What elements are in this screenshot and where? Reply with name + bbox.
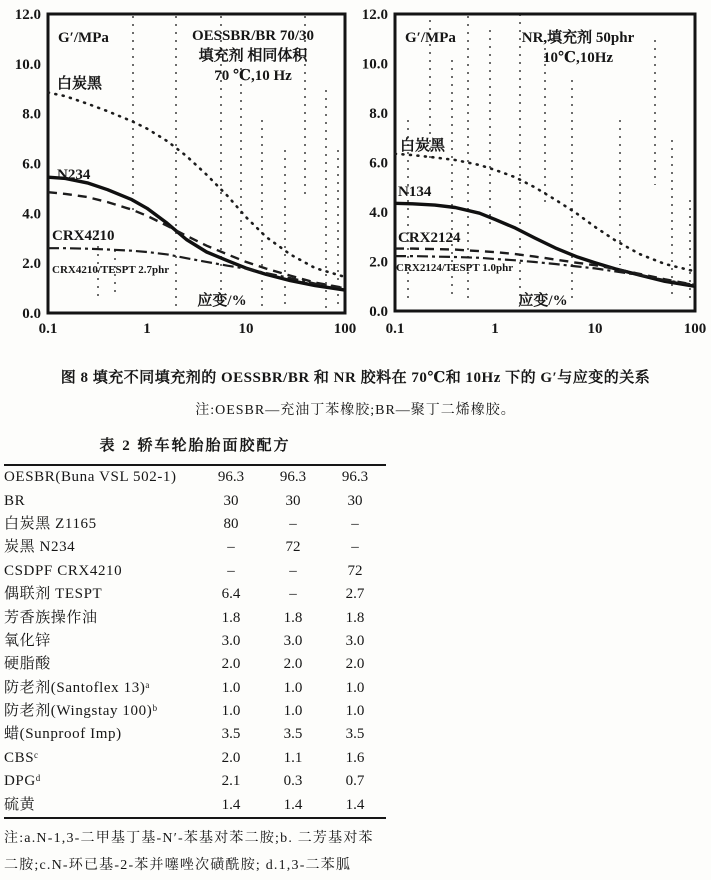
ingredient-name: 芳香族操作油 (4, 609, 98, 626)
formula-table-body (4, 465, 386, 818)
ingredient-name: BR (4, 492, 26, 509)
series-label: CRX2124/TESPT 1.0phr (396, 262, 514, 274)
y-axis-tick-label: 4.0 (369, 205, 388, 221)
ingredient-value: 2.7 (345, 586, 365, 603)
x-axis-tick-label: 1 (491, 321, 499, 337)
ingredient-value: 3.5 (221, 726, 241, 743)
x-axis-tick-label: 100 (683, 321, 707, 337)
series-label: CRX2124 (398, 230, 461, 246)
ingredient-value: 1.8 (345, 609, 365, 626)
y-axis-tick-label: 12.0 (361, 7, 388, 23)
ingredient-value: 2.0 (221, 749, 241, 766)
table-row (4, 465, 386, 489)
x-axis-tick-label: 1 (143, 321, 151, 337)
series-label: 白炭黑 (400, 138, 446, 154)
series-label: CRX4210/TESPT 2.7phr (52, 264, 170, 276)
ingredient-name: CSDPF CRX4210 (4, 562, 123, 579)
table-title: 表 2 轿车轮胎胎面胶配方 (99, 438, 291, 454)
ingredient-value: 3.5 (345, 726, 365, 743)
ingredient-value: 1.4 (345, 796, 365, 813)
figure-caption: 图 8 填充不同填充剂的 OESSBR/BR 和 NR 胶料在 70℃和 10Hz 下的 G′与应变的关系 (60, 370, 651, 386)
ingredient-name: 硬脂酸 (4, 656, 51, 673)
ingredient-value: 1.1 (283, 749, 303, 766)
ingredient-name: 硫黄 (4, 796, 36, 813)
ingredient-value: – (351, 539, 359, 556)
ingredient-value: 1.0 (283, 703, 303, 720)
ingredient-value: – (289, 586, 297, 603)
ingredient-name: 偶联剂 TESPT (4, 586, 103, 603)
chart-title-line: 填充剂 相同体积 (198, 48, 308, 64)
x-axis-label: 应变/% (518, 293, 568, 309)
ingredient-value: – (227, 562, 235, 579)
ingredient-name: DPGᵈ (4, 773, 42, 790)
x-axis-tick-label: 100 (333, 321, 357, 337)
ingredient-value: 30 (223, 492, 239, 509)
table-row (4, 489, 386, 512)
y-axis-tick-label: 2.0 (22, 256, 41, 273)
ingredient-value: 1.4 (221, 796, 241, 813)
ingredient-value: 0.3 (283, 773, 303, 790)
series-label: N234 (57, 167, 91, 183)
ingredient-name: 炭黑 N234 (4, 539, 76, 556)
ingredient-value: 30 (285, 492, 301, 509)
table-row (4, 747, 386, 770)
table-row (4, 653, 386, 676)
series-label: N134 (398, 184, 432, 200)
x-axis-tick-label: 0.1 (385, 321, 405, 337)
y-axis-label: G′/MPa (405, 30, 456, 46)
series-curve (395, 154, 695, 272)
ingredient-value: – (289, 562, 297, 579)
table-row (4, 606, 386, 629)
y-axis-label: G′/MPa (58, 30, 109, 46)
ingredient-value: 1.0 (221, 679, 241, 696)
ingredient-value: 2.1 (221, 773, 241, 790)
table-row (4, 630, 386, 653)
ingredient-value: – (227, 539, 235, 556)
y-axis-tick-label: 4.0 (22, 206, 41, 223)
ingredient-name: 防老剂(Santoflex 13)ᵃ (4, 679, 151, 696)
ingredient-value: 2.0 (345, 656, 365, 673)
chart-title-line: NR,填充剂 50phr (521, 30, 635, 46)
x-axis-label: 应变/% (197, 293, 247, 309)
ingredient-value: 1.8 (221, 609, 241, 626)
ingredient-name: 白炭黑 Z1165 (4, 515, 97, 532)
x-axis-tick-label: 10 (238, 321, 254, 337)
series-label: 白炭黑 (57, 76, 103, 92)
ingredient-value: 2.0 (221, 656, 241, 673)
ingredient-value: 3.0 (221, 632, 241, 649)
ingredient-value: 1.0 (345, 679, 365, 696)
table-row (4, 513, 386, 536)
chart-title-line: OESSBR/BR 70/30 (191, 28, 315, 44)
ingredient-name: 氧化锌 (4, 632, 51, 649)
y-axis-tick-label: 0.0 (369, 304, 388, 320)
ingredient-value: 96.3 (217, 469, 245, 486)
ingredient-value: 1.0 (221, 703, 241, 720)
table-row (4, 770, 386, 793)
table-footnote-line-1: 注:a.N-1,3-二甲基丁基-N′-苯基对苯二胺;b. 二芳基对苯 (4, 831, 374, 846)
ingredient-name: 蜡(Sunproof Imp) (4, 726, 122, 743)
y-axis-tick-label: 0.0 (22, 306, 41, 322)
ingredient-value: 1.8 (283, 609, 303, 626)
chart-title-line: 10℃,10Hz (542, 50, 614, 66)
ingredient-name: OESBR(Buna VSL 502-1) (4, 469, 177, 486)
figure-8-strain-sweep-charts (0, 0, 711, 348)
ingredient-value: 1.0 (345, 703, 365, 720)
table-row (4, 700, 386, 723)
table-footnote-line-2: 二胺;c.N-环已基-2-苯并噻唑次磺酰胺; d.1,3-二苯胍 (4, 858, 352, 873)
ingredient-value: 0.7 (345, 773, 365, 790)
table-row (4, 560, 386, 583)
formula-table (4, 464, 386, 819)
ingredient-value: 1.4 (283, 796, 303, 813)
y-axis-tick-label: 10.0 (14, 56, 41, 73)
ingredient-value: 80 (223, 515, 239, 532)
ingredient-value: 30 (347, 492, 363, 509)
x-axis-tick-label: 0.1 (38, 321, 58, 337)
ingredient-value: 3.0 (283, 632, 303, 649)
table-row (4, 723, 386, 746)
ingredient-name: CBSᶜ (4, 749, 39, 766)
ingredient-value: 1.0 (283, 679, 303, 696)
ingredient-value: 3.5 (283, 726, 303, 743)
ingredient-value: 96.3 (279, 469, 307, 486)
y-axis-tick-label: 10.0 (361, 56, 388, 73)
table-row (4, 677, 386, 700)
y-axis-tick-label: 2.0 (369, 254, 388, 271)
table-row (4, 583, 386, 606)
ingredient-value: 1.6 (345, 749, 365, 766)
table-2-block (4, 434, 386, 819)
ingredient-value: 72 (347, 562, 363, 579)
y-axis-tick-label: 8.0 (369, 106, 388, 122)
ingredient-value: – (351, 515, 359, 532)
y-axis-tick-label: 8.0 (22, 106, 41, 123)
x-axis-tick-label: 10 (587, 321, 603, 337)
series-label: CRX4210 (52, 228, 115, 244)
y-axis-tick-label: 6.0 (22, 156, 41, 173)
ingredient-value: 72 (285, 539, 301, 556)
ingredient-value: 3.0 (345, 632, 365, 649)
ingredient-value: 2.0 (283, 656, 303, 673)
y-axis-tick-label: 6.0 (369, 155, 388, 172)
ingredient-value: 96.3 (341, 469, 369, 486)
ingredient-value: 6.4 (221, 586, 241, 603)
figure-caption-note: 注:OESBR—充油丁苯橡胶;BR—聚丁二烯橡胶。 (195, 403, 516, 418)
ingredient-name: 防老剂(Wingstay 100)ᵇ (4, 703, 158, 720)
table-footnotes (4, 825, 484, 879)
chart-title-line: 70 ℃,10 Hz (214, 68, 292, 84)
ingredient-value: – (289, 515, 297, 532)
y-axis-tick-label: 12.0 (14, 7, 41, 23)
table-row (4, 793, 386, 817)
table-row (4, 536, 386, 559)
